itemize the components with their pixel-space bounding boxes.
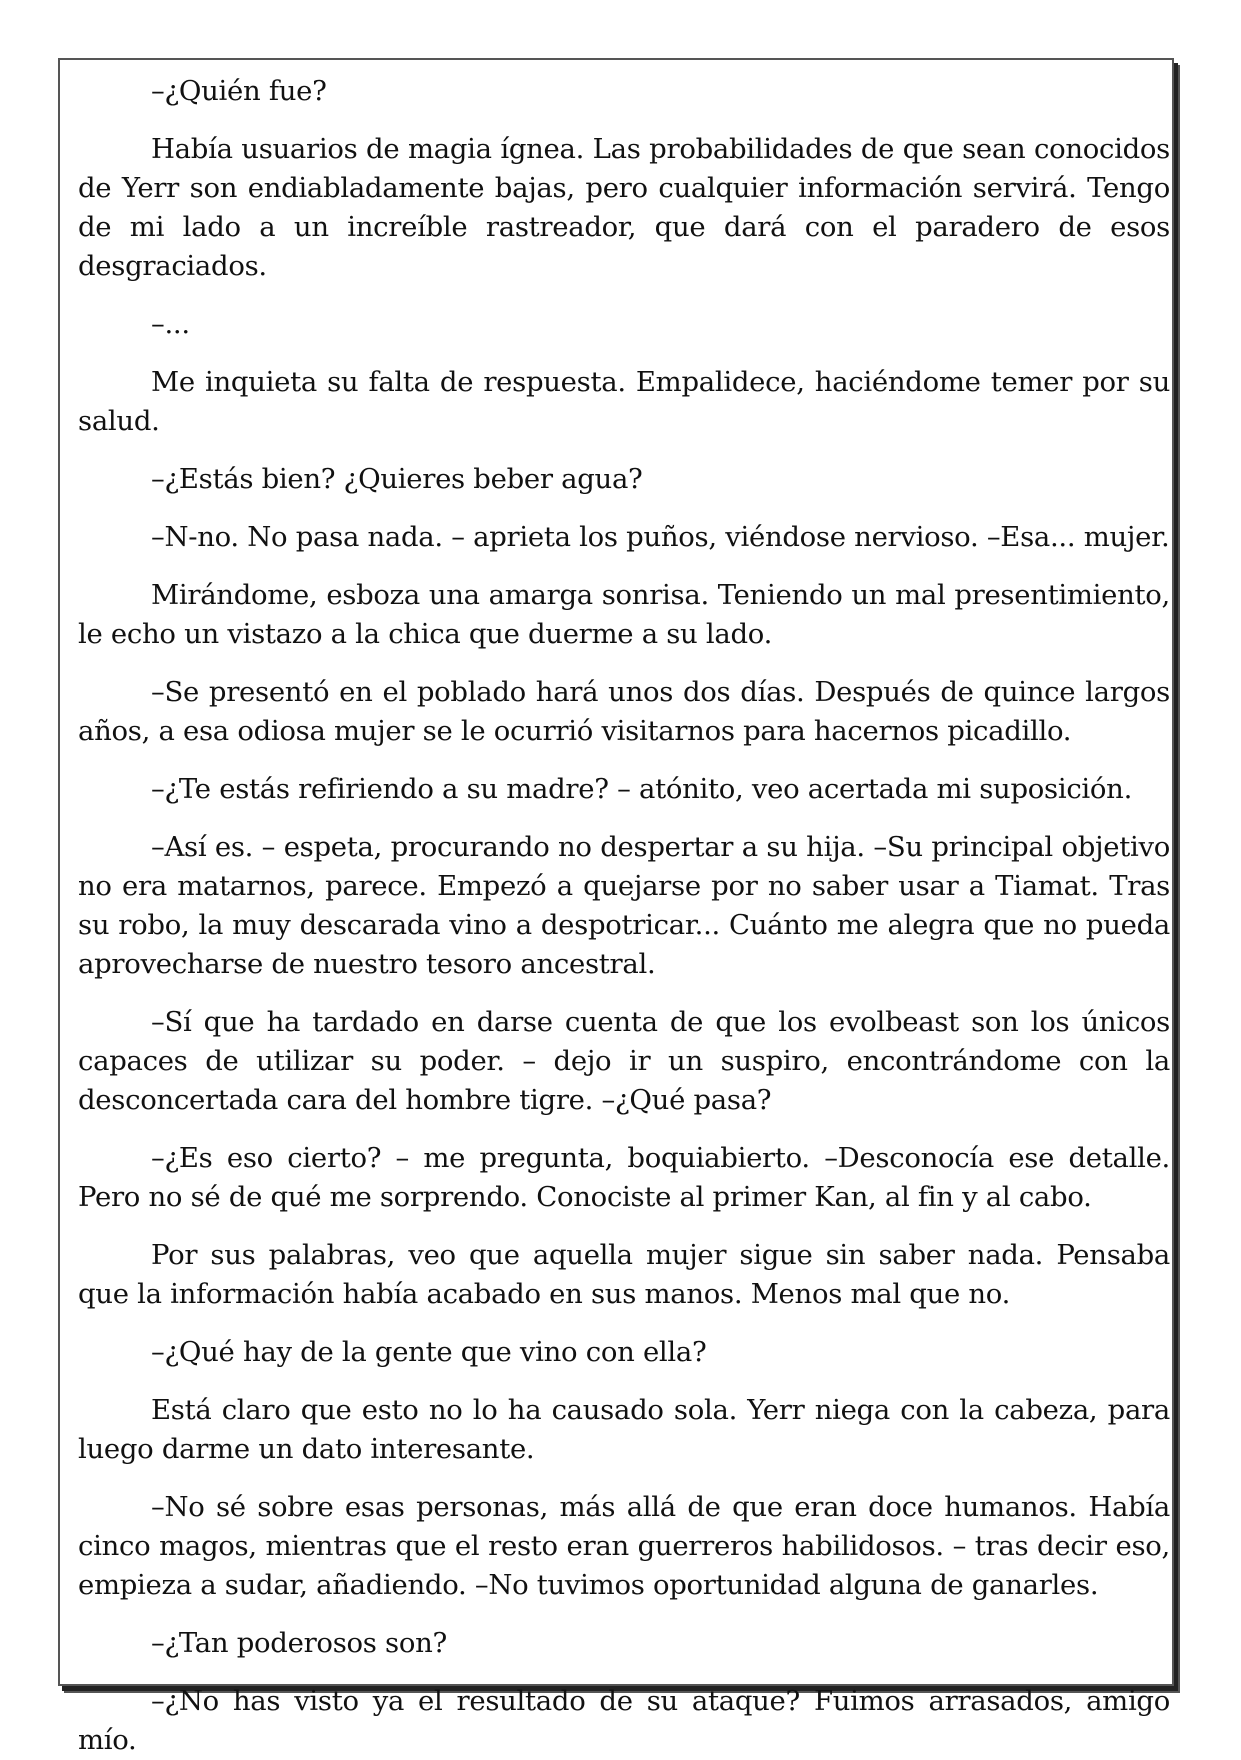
paragraph: Está claro que esto no lo ha causado sola. Yerr niega con la cabeza, para luego darme un dato interesante. — [78, 1394, 1170, 1465]
paragraph: –¿Te estás refiriendo a su madre? – atónito, veo acertada mi suposición. — [151, 773, 1133, 805]
paragraph: –¿No has visto ya el resultado de su ataque? Fuimos arrasados, amigo mío. — [78, 1685, 1170, 1756]
paragraph: –... — [151, 308, 190, 340]
paragraph: Por sus palabras, veo que aquella mujer sigue sin saber nada. Pensaba que la información había acabado en sus manos. Menos mal que no. — [78, 1239, 1170, 1310]
paragraph: Mirándome, esboza una amarga sonrisa. Teniendo un mal presentimiento, le echo un vistazo a la chica que duerme a su lado. — [78, 579, 1170, 650]
paragraph: –Sí que ha tardado en darse cuenta de que los evolbeast son los únicos capaces de utilizar su poder. – dejo ir un suspiro, encontrándome con la desconcertada cara del hombre tigre. –¿Qué pasa? — [78, 1006, 1170, 1116]
page-frame — [58, 58, 1174, 1756]
paragraph: Había usuarios de magia ígnea. Las probabilidades de que sean conocidos de Yerr son endiabladamente bajas, pero cualquier información servirá. Tengo de mi lado a un increíble rastreador, que dará con el paradero de esos desgraciados. — [78, 133, 1170, 282]
paragraph: –¿Tan poderosos son? — [151, 1627, 447, 1659]
paragraph: –¿Qué hay de la gente que vino con ella? — [151, 1336, 707, 1368]
paragraph: –Se presentó en el poblado hará unos dos días. Después de quince largos años, a esa odiosa mujer se le ocurrió visitarnos para hacernos picadillo. — [78, 676, 1170, 747]
paragraph: –¿Estás bien? ¿Quieres beber agua? — [151, 463, 643, 495]
paragraph: –¿Es eso cierto? – me pregunta, boquiabierto. –Desconocía ese detalle. Pero no sé de qué me sorprendo. Conociste al primer Kan, al fin y al cabo. — [78, 1142, 1170, 1213]
paragraph: –No sé sobre esas personas, más allá de que eran doce humanos. Había cinco magos, mientras que el resto eran guerreros habilidosos. – tras decir eso, empieza a sudar, añadiendo. –No tuvimos oportunidad alguna de ganarles. — [78, 1491, 1170, 1601]
paragraph: –Así es. – espeta, procurando no despertar a su hija. –Su principal objetivo no era matarnos, parece. Empezó a quejarse por no saber usar a Tiamat. Tras su robo, la muy descarada vino a despotricar... Cuánto me alegra que no pueda aprovecharse de nuestro tesoro ancestral. — [78, 831, 1170, 980]
page-body — [78, 72, 1170, 1760]
paragraph: Me inquieta su falta de respuesta. Empalidece, haciéndome temer por su salud. — [78, 366, 1170, 437]
paragraph: –¿Quién fue? — [151, 75, 327, 107]
paragraph: –N-no. No pasa nada. – aprieta los puños, viéndose nervioso. –Esa... mujer. — [151, 521, 1170, 553]
